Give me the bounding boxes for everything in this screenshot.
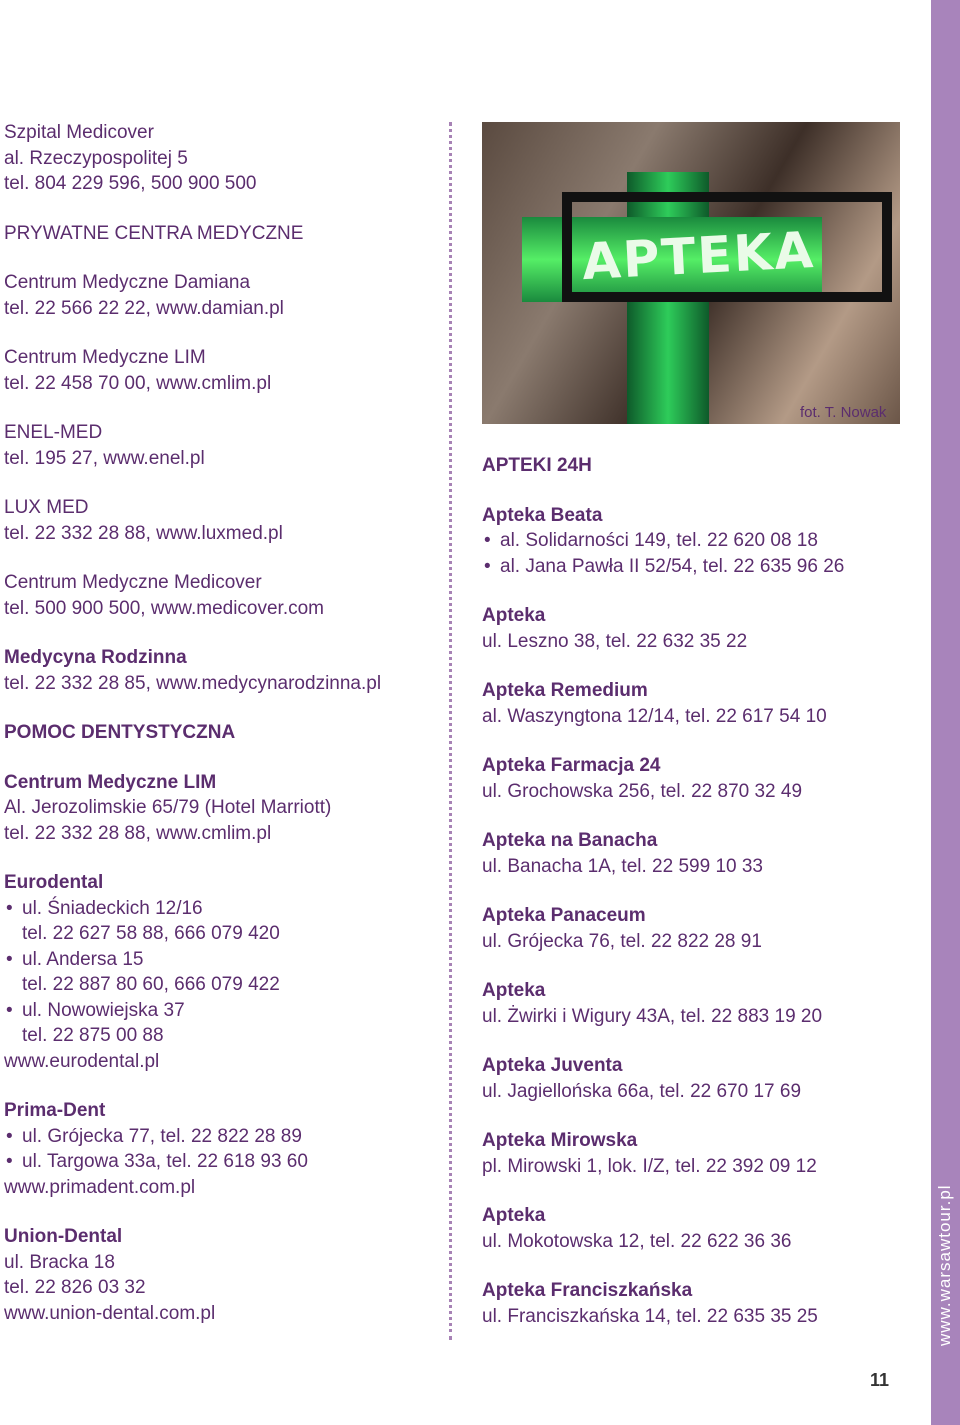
entry-line: tel. 22 875 00 88 (22, 1025, 164, 1046)
directory-entry (482, 753, 902, 804)
entry-line: al. Rzeczypospolitej 5 (4, 147, 188, 169)
section-heading: APTEKI 24H (482, 455, 592, 476)
entry-title: Apteka (482, 605, 546, 626)
bullet-line: • ul. Andersa 15 (4, 947, 429, 973)
entry-line: ul. Banacha 1A, tel. 22 599 10 33 (482, 855, 763, 877)
entry-line: ul. Bracka 18 (4, 1251, 115, 1273)
entry-line: ul. Żwirki i Wigury 43A, tel. 22 883 19 20 (482, 1005, 823, 1027)
left-column (4, 120, 429, 1350)
directory-entry (482, 903, 902, 954)
pharmacy-sign-photo (482, 122, 900, 424)
bullet-line: • al. Jana Pawła II 52/54, tel. 22 635 96 26 (482, 554, 902, 580)
section-heading: PRYWATNE CENTRA MEDYCZNE (4, 222, 304, 244)
directory-entry (4, 1098, 429, 1200)
entry-line: tel. 804 229 596, 500 900 500 (4, 173, 257, 194)
entry-line: tel. 22 458 70 00, www.cmlim.pl (4, 372, 272, 394)
entry-line: tel. 195 27, www.enel.pl (4, 447, 205, 469)
entry-line: tel. 22 627 58 88, 666 079 420 (22, 923, 280, 944)
bullet-line: • ul. Śniadeckich 12/16 (4, 896, 429, 922)
entry-title: Apteka Remedium (482, 680, 648, 701)
bullet-line: • ul. Grójecka 77, tel. 22 822 28 89 (4, 1124, 429, 1150)
directory-entry (4, 420, 429, 471)
page-number: 11 (870, 1370, 890, 1390)
entry-title: Eurodental (4, 872, 104, 893)
directory-entry (482, 1053, 902, 1104)
entry-title: ENEL-MED (4, 422, 103, 443)
directory-entry (482, 828, 902, 879)
entry-title: Apteka (482, 980, 546, 1001)
entry-line: pl. Mirowski 1, lok. I/Z, tel. 22 392 09 12 (482, 1155, 817, 1177)
directory-entry (4, 495, 429, 546)
entry-title: LUX MED (4, 497, 89, 518)
entry-title: Apteka Farmacja 24 (482, 755, 661, 776)
entry-title: Centrum Medyczne Medicover (4, 572, 262, 593)
entry-line: www.eurodental.pl (4, 1050, 160, 1072)
entry-line: ul. Mokotowska 12, tel. 22 622 36 36 (482, 1230, 792, 1252)
photo-credit: fot. T. Nowak (800, 404, 887, 421)
entry-line: tel. 500 900 500, www.medicover.com (4, 597, 325, 619)
directory-entry (482, 503, 902, 580)
entry-line: tel. 22 332 28 88, www.cmlim.pl (4, 822, 272, 844)
directory-entry (482, 603, 902, 654)
directory-entry (482, 1278, 902, 1329)
directory-entry (4, 645, 429, 696)
bullet-line: • al. Solidarności 149, tel. 22 620 08 18 (482, 528, 902, 554)
entry-line: tel. 22 566 22 22, www.damian.pl (4, 297, 284, 319)
entry-title: Centrum Medyczne LIM (4, 771, 217, 793)
entry-title: Apteka Beata (482, 504, 603, 526)
entry-line: ul. Leszno 38, tel. 22 632 35 22 (482, 630, 748, 652)
entry-title: Prima-Dent (4, 1100, 106, 1121)
directory-entry (4, 870, 429, 1074)
entry-line: tel. 22 332 28 88, www.luxmed.pl (4, 522, 283, 544)
entry-line: tel. 22 826 03 32 (4, 1277, 146, 1298)
entry-line: tel. 22 332 28 85, www.medycynarodzinna.pl (4, 672, 382, 694)
directory-entry (4, 770, 429, 847)
bullet-line: • ul. Targowa 33a, tel. 22 618 93 60 (4, 1149, 429, 1175)
entry-line: www.primadent.com.pl (4, 1176, 196, 1198)
directory-entry (482, 678, 902, 729)
directory-entry (482, 978, 902, 1029)
entry-title: Medycyna Rodzinna (4, 647, 187, 668)
entry-title: Apteka (482, 1205, 546, 1226)
entry-line: al. Waszyngtona 12/14, tel. 22 617 54 10 (482, 705, 827, 727)
directory-entry (482, 1128, 902, 1179)
sign-text: APTEKA (580, 220, 817, 292)
entry-title: Apteka Franciszkańska (482, 1280, 693, 1301)
bullet-line: • ul. Nowowiejska 37 (4, 998, 429, 1024)
directory-entry (482, 1203, 902, 1254)
directory-entry (4, 345, 429, 396)
entry-title: Apteka na Banacha (482, 830, 658, 851)
entry-title: Centrum Medyczne LIM (4, 347, 206, 368)
section-heading: POMOC DENTYSTYCZNA (4, 722, 236, 743)
directory-entry (4, 120, 429, 197)
directory-entry (4, 1224, 429, 1326)
entry-title: Union-Dental (4, 1226, 123, 1247)
entry-line: Al. Jerozolimskie 65/79 (Hotel Marriott) (4, 797, 332, 818)
entry-title: Centrum Medyczne Damiana (4, 272, 251, 293)
directory-entry (4, 570, 429, 621)
entry-line: tel. 22 887 80 60, 666 079 422 (22, 974, 280, 995)
entry-line: ul. Grochowska 256, tel. 22 870 32 49 (482, 780, 803, 802)
entry-line: www.union-dental.com.pl (4, 1302, 216, 1324)
entry-title: Apteka Mirowska (482, 1130, 638, 1151)
right-column (482, 453, 902, 1353)
entry-line: ul. Grójecka 76, tel. 22 822 28 91 (482, 930, 762, 952)
entry-line: ul. Jagiellońska 66a, tel. 22 670 17 69 (482, 1080, 802, 1102)
entry-line: ul. Franciszkańska 14, tel. 22 635 35 25 (482, 1305, 818, 1327)
entry-title: Apteka Panaceum (482, 905, 646, 926)
entry-title: Apteka Juventa (482, 1055, 623, 1076)
dotted-divider (449, 122, 452, 1340)
entry-title: Szpital Medicover (4, 122, 154, 143)
sidebar-website: www.warsawtour.pl (935, 1184, 954, 1346)
directory-entry (4, 270, 429, 321)
